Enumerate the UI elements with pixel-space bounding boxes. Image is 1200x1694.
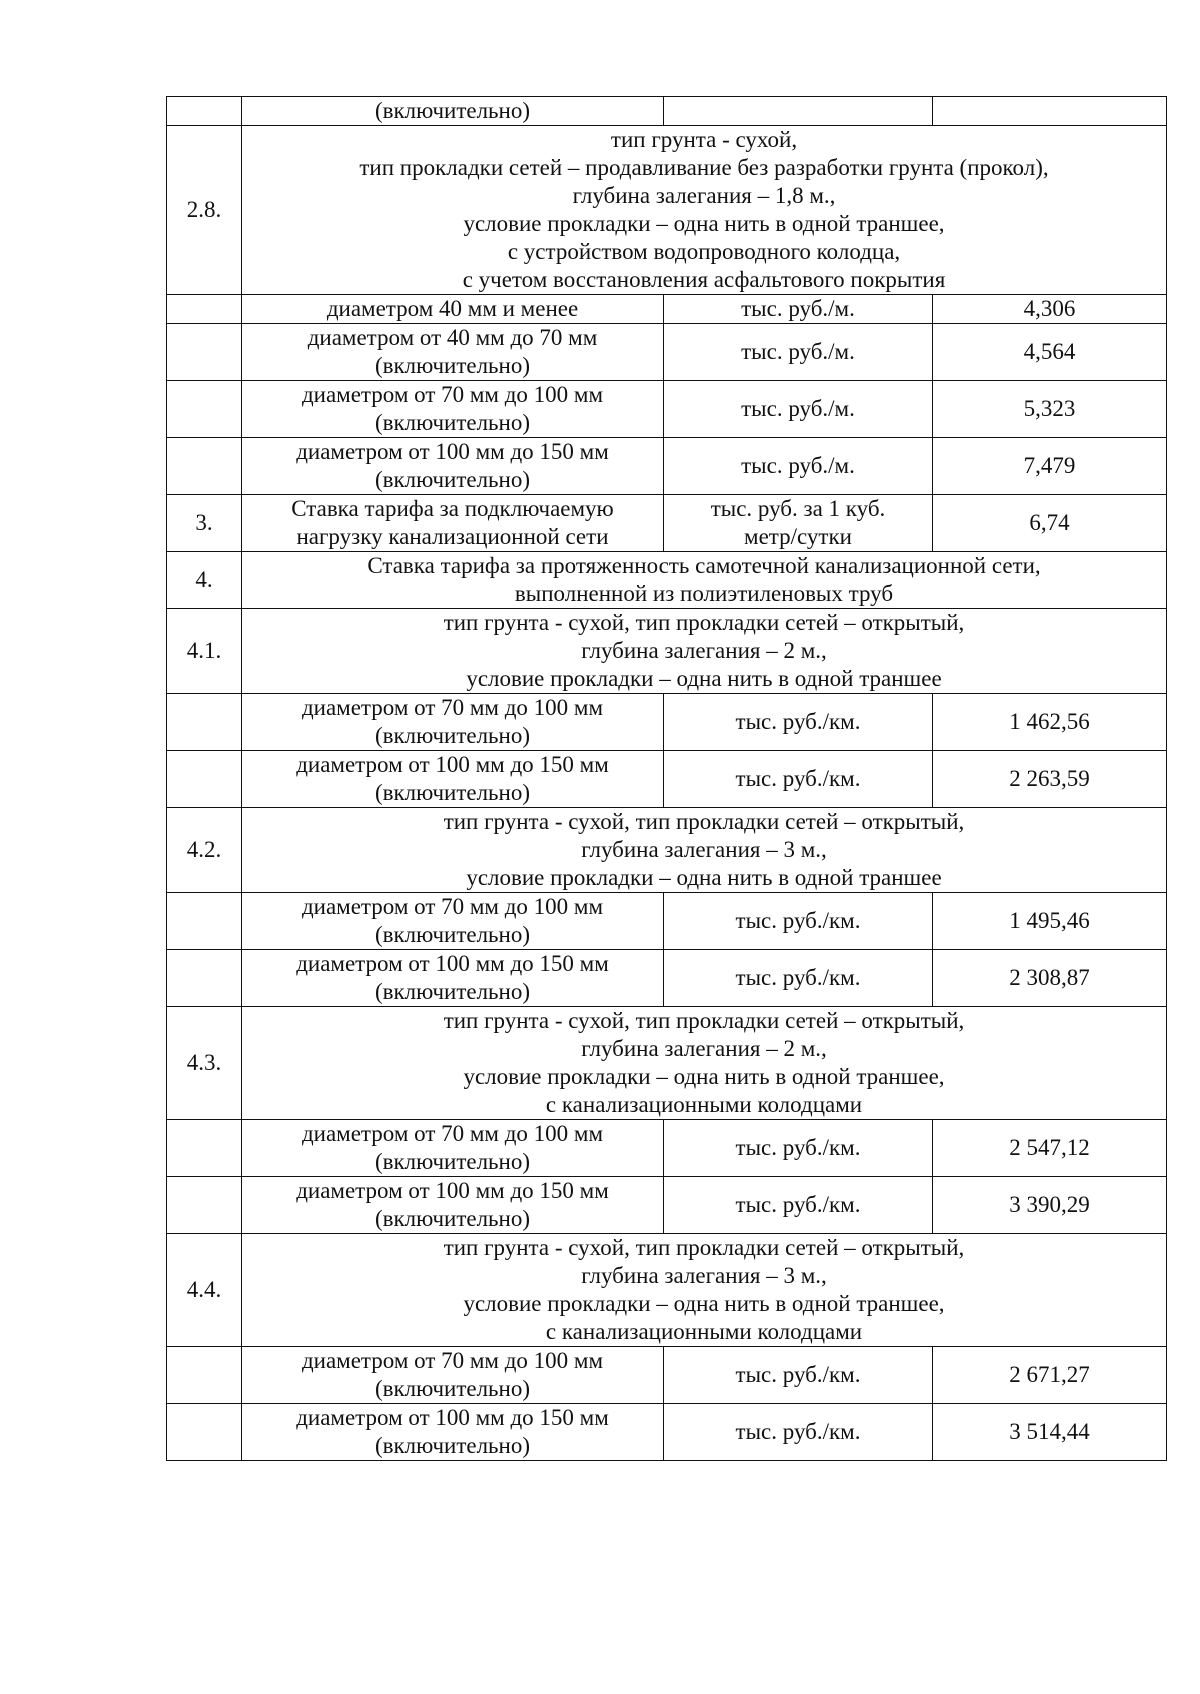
row-number [167,295,242,324]
item-value: 2 547,12 [933,1120,1167,1177]
section-description-line: условие прокладки – одна нить в одной траншее, [463,1064,945,1089]
table-row [167,893,1167,950]
item-description-line: диаметром от 100 мм до 150 мм [296,1405,609,1430]
item-description [242,1347,664,1404]
section-description-line: тип грунта - сухой, [610,127,798,152]
item-value: 7,479 [933,438,1167,495]
item-value: 3 390,29 [933,1177,1167,1234]
section-description-line: глубина залегания – 2 м., [581,1036,827,1061]
item-description-line: диаметром от 40 мм до 70 мм [307,325,598,350]
table-row [167,1120,1167,1177]
item-value: 1 495,46 [933,893,1167,950]
section-description [242,609,1167,694]
item-value: 3 514,44 [933,1404,1167,1461]
table-row [167,97,1167,126]
item-description-line: диаметром от 70 мм до 100 мм [301,894,604,919]
item-value: 2 671,27 [933,1347,1167,1404]
section-description-line: с учетом восстановления асфальтового покрытия [462,267,946,292]
item-description-line: (включительно) [374,780,531,805]
item-unit-line: тыс. руб./км. [735,709,861,734]
item-description [242,893,664,950]
table-row [167,751,1167,808]
item-description [242,751,664,808]
row-number [167,97,242,126]
item-description-line: диаметром от 70 мм до 100 мм [301,695,604,720]
item-description-line: диаметром от 70 мм до 100 мм [301,1121,604,1146]
section-description-line: тип грунта - сухой, тип прокладки сетей – открытый, [443,610,965,635]
table-row [167,381,1167,438]
item-unit [664,1347,933,1404]
item-unit-line: тыс. руб. за 1 куб. [710,496,886,521]
item-unit-line: тыс. руб./км. [735,1192,861,1217]
section-description-line: тип грунта - сухой, тип прокладки сетей – открытый, [443,1008,965,1033]
table-row [167,694,1167,751]
row-number [167,324,242,381]
item-unit [664,1120,933,1177]
item-description [242,1120,664,1177]
section-row [167,1234,1167,1347]
row-number: 4.3. [167,1007,242,1120]
item-description-line: (включительно) [374,922,531,947]
section-description-line: Ставка тарифа за протяженность самотечной канализационной сети, [367,553,1041,578]
row-number [167,694,242,751]
item-description [242,950,664,1007]
item-description [242,97,664,126]
section-row [167,1007,1167,1120]
item-unit [664,751,933,808]
row-number [167,1404,242,1461]
item-description-line: диаметром от 70 мм до 100 мм [301,1348,604,1373]
table-row [167,1177,1167,1234]
section-description-line: глубина залегания – 3 м., [581,837,827,862]
table-row [167,438,1167,495]
item-description [242,381,664,438]
table-row [167,950,1167,1007]
item-value: 6,74 [933,495,1167,552]
row-number: 4.4. [167,1234,242,1347]
item-description [242,1404,664,1461]
section-description-line: условие прокладки – одна нить в одной траншее, [463,211,945,236]
table-row [167,295,1167,324]
item-description-line: диаметром от 100 мм до 150 мм [296,1178,609,1203]
section-description [242,126,1167,295]
section-description-line: условие прокладки – одна нить в одной траншее, [463,1291,945,1316]
item-unit-line: тыс. руб./км. [735,1135,861,1160]
item-description [242,324,664,381]
item-unit [664,495,933,552]
table-row [167,1404,1167,1461]
row-number: 4.2. [167,808,242,893]
section-description [242,1234,1167,1347]
item-description-line: (включительно) [374,353,531,378]
item-description-line: (включительно) [374,1433,531,1458]
item-description-line: диаметром от 100 мм до 150 мм [296,439,609,464]
section-row [167,808,1167,893]
item-description-line: Ставка тарифа за подключаемую [291,496,614,521]
item-description-line: (включительно) [374,1376,531,1401]
item-value: 2 263,59 [933,751,1167,808]
item-unit [664,97,933,126]
row-number [167,1347,242,1404]
section-description-line: с канализационными колодцами [545,1319,863,1344]
section-description-line: глубина залегания – 2 м., [581,638,827,663]
row-number [167,1177,242,1234]
row-number: 4.1. [167,609,242,694]
row-number [167,1120,242,1177]
item-description-line: (включительно) [374,98,531,123]
item-unit [664,694,933,751]
tariff-table [166,96,1167,1461]
row-number: 2.8. [167,126,242,295]
item-unit-line: метр/сутки [744,524,852,549]
item-unit-line: тыс. руб./км. [735,965,861,990]
item-description-line: диаметром от 70 мм до 100 мм [301,382,604,407]
item-unit-line: тыс. руб./м. [741,453,855,478]
section-description-line: с устройством водопроводного колодца, [507,239,901,264]
item-description-line: (включительно) [374,979,531,1004]
item-value: 4,564 [933,324,1167,381]
row-number [167,950,242,1007]
item-description-line: (включительно) [374,723,531,748]
item-description-line: (включительно) [374,1206,531,1231]
item-description-line: диаметром от 100 мм до 150 мм [296,752,609,777]
item-value: 2 308,87 [933,950,1167,1007]
item-unit [664,1177,933,1234]
row-number: 3. [167,495,242,552]
item-description-line: диаметром от 100 мм до 150 мм [296,951,609,976]
section-description-line: тип прокладки сетей – продавливание без разработки грунта (прокол), [359,155,1049,180]
item-unit-line: тыс. руб./м. [741,339,855,364]
item-unit-line: тыс. руб./км. [735,908,861,933]
item-unit-line: тыс. руб./м. [741,296,855,321]
item-description-line: нагрузку канализационной сети [296,524,609,549]
item-description-line: диаметром 40 мм и менее [326,296,579,321]
section-description-line: условие прокладки – одна нить в одной траншее [466,865,942,890]
item-unit-line: тыс. руб./км. [735,1362,861,1387]
row-number [167,751,242,808]
item-value: 1 462,56 [933,694,1167,751]
section-description-line: глубина залегания – 1,8 м., [572,183,836,208]
section-description-line: глубина залегания – 3 м., [581,1263,827,1288]
item-description-line: (включительно) [374,1149,531,1174]
item-unit [664,950,933,1007]
item-unit [664,893,933,950]
item-description-line: (включительно) [374,467,531,492]
row-number [167,438,242,495]
item-unit [664,295,933,324]
item-description [242,495,664,552]
section-description-line: условие прокладки – одна нить в одной траншее [466,666,942,691]
section-description-line: с канализационными колодцами [545,1092,863,1117]
item-value [933,97,1167,126]
section-description [242,1007,1167,1120]
item-unit [664,1404,933,1461]
item-unit-line: тыс. руб./м. [741,396,855,421]
item-value: 5,323 [933,381,1167,438]
item-unit-line: тыс. руб./км. [735,766,861,791]
item-unit [664,381,933,438]
section-description-line: выполненной из полиэтиленовых труб [514,581,894,606]
item-description [242,438,664,495]
section-description [242,552,1167,609]
item-value: 4,306 [933,295,1167,324]
item-description [242,295,664,324]
item-description-line: (включительно) [374,410,531,435]
item-description [242,694,664,751]
row-number: 4. [167,552,242,609]
item-description [242,1177,664,1234]
tariff-table-body [167,97,1167,1461]
table-row [167,324,1167,381]
section-row [167,552,1167,609]
section-row [167,126,1167,295]
item-unit [664,324,933,381]
section-row [167,609,1167,694]
section-description-line: тип грунта - сухой, тип прокладки сетей – открытый, [443,809,965,834]
item-unit [664,438,933,495]
section-description [242,808,1167,893]
table-row [167,495,1167,552]
item-unit-line: тыс. руб./км. [735,1419,861,1444]
section-description-line: тип грунта - сухой, тип прокладки сетей – открытый, [443,1235,965,1260]
row-number [167,893,242,950]
table-row [167,1347,1167,1404]
row-number [167,381,242,438]
